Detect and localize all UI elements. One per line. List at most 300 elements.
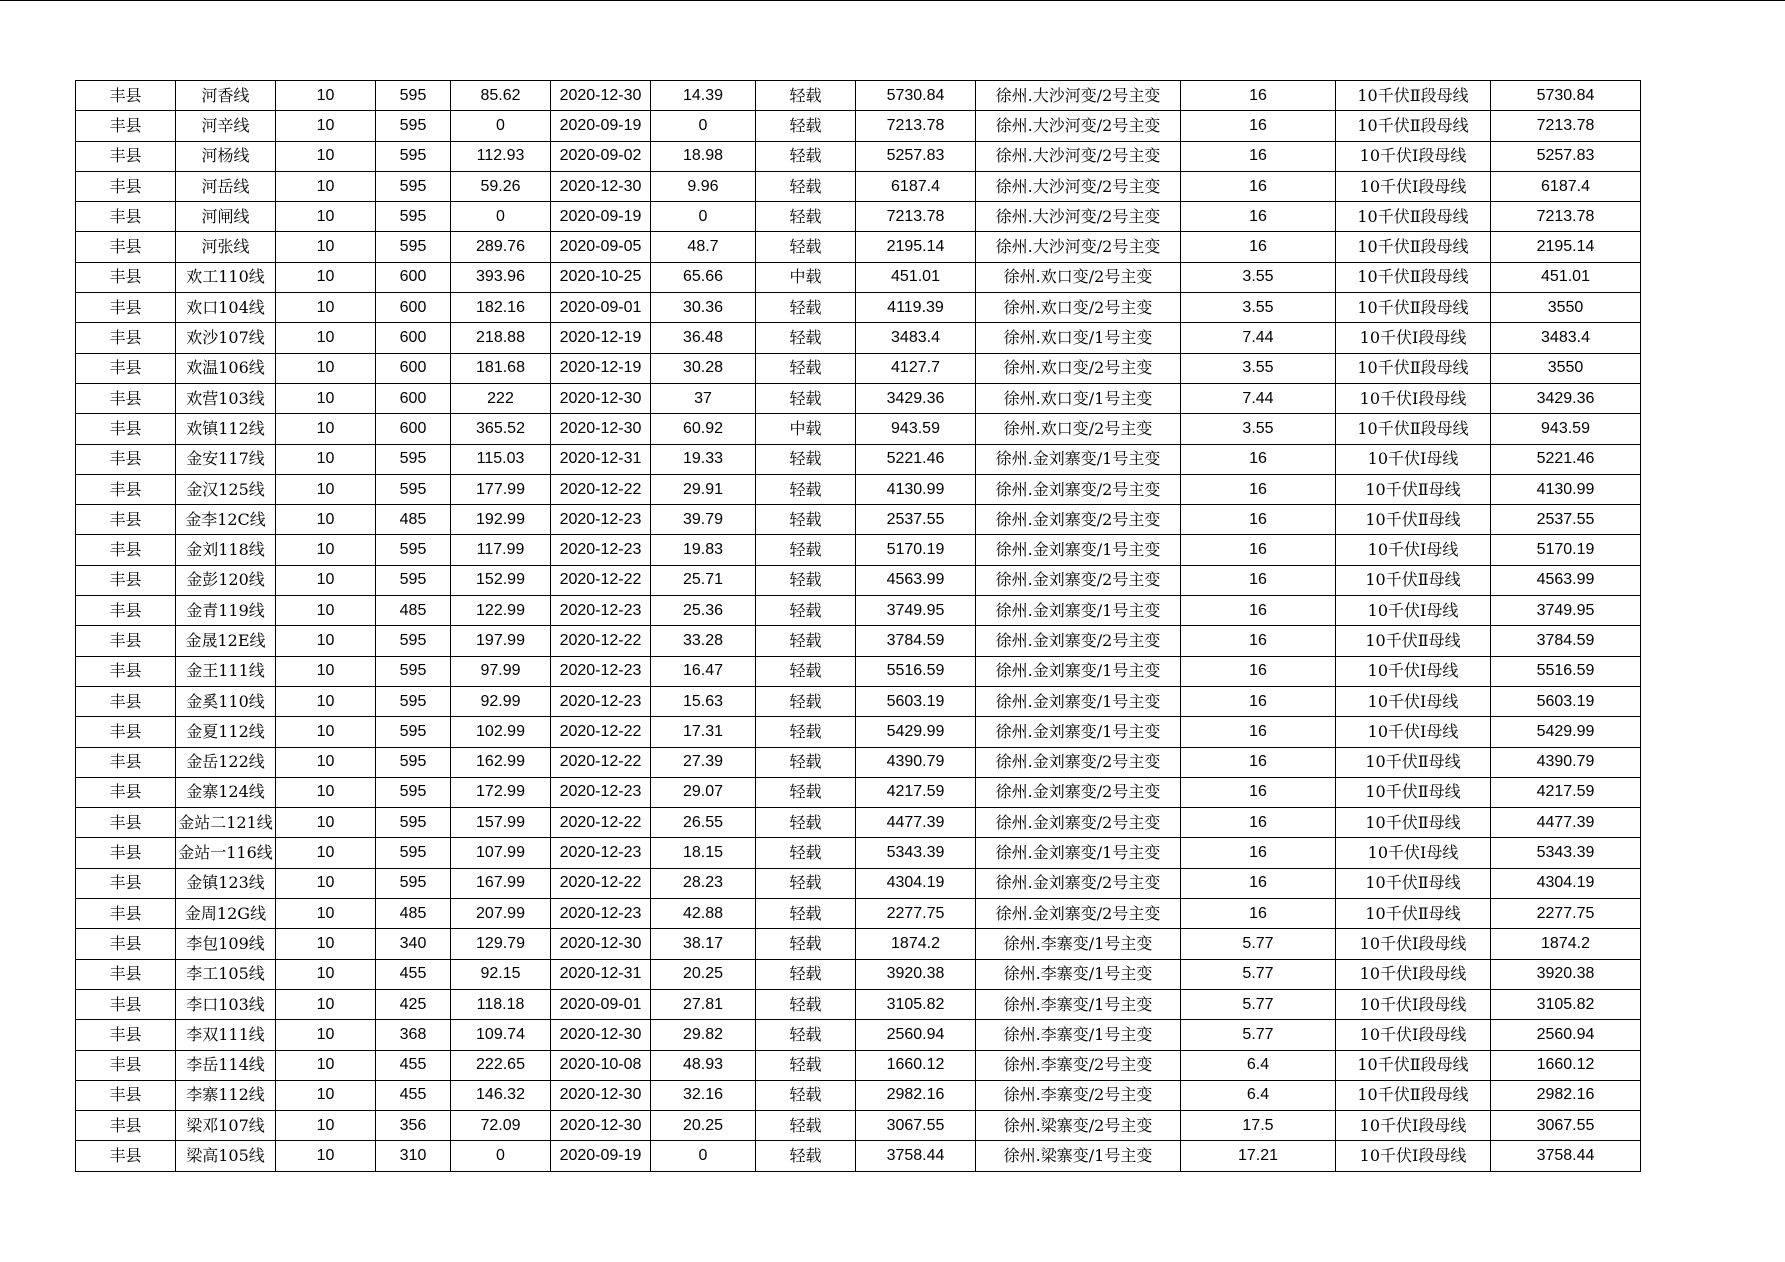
cell-line-name: 梁邓107线: [176, 1111, 276, 1141]
cell-capacity: 595: [376, 777, 451, 807]
cell-transformer: 徐州.大沙河变/2号主变: [976, 81, 1181, 111]
table-row: [76, 535, 1641, 565]
cell-load-status: 轻载: [756, 444, 856, 474]
cell-transformer: 徐州.李寨变/2号主变: [976, 1050, 1181, 1080]
table-row: [76, 717, 1641, 747]
table-row: [76, 202, 1641, 232]
cell-load-status: 轻载: [756, 474, 856, 504]
cell-date: 2020-12-23: [551, 899, 651, 929]
cell-available-value: 2195.14: [1491, 232, 1641, 262]
cell-available-value: 6187.4: [1491, 171, 1641, 201]
cell-county: 丰县: [76, 171, 176, 201]
cell-available-value: 4304.19: [1491, 868, 1641, 898]
cell-load-status: 轻载: [756, 171, 856, 201]
cell-load-status: 轻载: [756, 505, 856, 535]
table-row: [76, 1111, 1641, 1141]
cell-line-name: 河香线: [176, 81, 276, 111]
table-row: [76, 81, 1641, 111]
cell-transformer-capacity: 16: [1181, 626, 1336, 656]
cell-load-status: 轻载: [756, 656, 856, 686]
cell-load-rate: 14.39: [651, 81, 756, 111]
cell-busbar: 10千伏Ⅱ母线: [1336, 505, 1491, 535]
cell-county: 丰县: [76, 989, 176, 1019]
cell-busbar: 10千伏Ⅱ母线: [1336, 626, 1491, 656]
cell-transformer-capacity: 5.77: [1181, 989, 1336, 1019]
cell-date: 2020-12-19: [551, 353, 651, 383]
cell-county: 丰县: [76, 747, 176, 777]
page-top-rule: [0, 0, 1785, 1]
cell-voltage-kv: 10: [276, 868, 376, 898]
cell-transformer: 徐州.李寨变/1号主变: [976, 1020, 1181, 1050]
cell-voltage-kv: 10: [276, 323, 376, 353]
cell-transformer-capacity: 7.44: [1181, 323, 1336, 353]
cell-load-status: 轻载: [756, 959, 856, 989]
cell-transformer: 徐州.金刘寨变/2号主变: [976, 505, 1181, 535]
cell-county: 丰县: [76, 535, 176, 565]
cell-county: 丰县: [76, 1111, 176, 1141]
cell-date: 2020-12-30: [551, 1020, 651, 1050]
cell-load-rate: 38.17: [651, 929, 756, 959]
cell-county: 丰县: [76, 1050, 176, 1080]
cell-transformer: 徐州.金刘寨变/2号主变: [976, 747, 1181, 777]
cell-capacity: 595: [376, 747, 451, 777]
cell-current-load: 85.62: [451, 81, 551, 111]
cell-load-status: 轻载: [756, 1080, 856, 1110]
cell-transformer-capacity: 16: [1181, 777, 1336, 807]
table-row: [76, 656, 1641, 686]
cell-busbar: 10千伏Ⅱ母线: [1336, 777, 1491, 807]
cell-transformer-capacity: 16: [1181, 474, 1336, 504]
cell-transformer-capacity: 16: [1181, 596, 1336, 626]
cell-county: 丰县: [76, 141, 176, 171]
cell-voltage-kv: 10: [276, 596, 376, 626]
table-row: [76, 444, 1641, 474]
cell-current-load: 218.88: [451, 323, 551, 353]
cell-load-rate: 18.15: [651, 838, 756, 868]
cell-load-rate: 29.82: [651, 1020, 756, 1050]
cell-transformer-capacity: 16: [1181, 141, 1336, 171]
cell-current-load: 162.99: [451, 747, 551, 777]
cell-line-name: 欢营103线: [176, 383, 276, 413]
cell-transformer: 徐州.欢口变/2号主变: [976, 414, 1181, 444]
cell-current-load: 118.18: [451, 989, 551, 1019]
cell-county: 丰县: [76, 323, 176, 353]
cell-line-name: 金安117线: [176, 444, 276, 474]
cell-load-rate: 0: [651, 111, 756, 141]
cell-current-load: 107.99: [451, 838, 551, 868]
cell-county: 丰县: [76, 505, 176, 535]
cell-load-status: 轻载: [756, 596, 856, 626]
cell-load-rate: 16.47: [651, 656, 756, 686]
cell-load-rate: 29.91: [651, 474, 756, 504]
cell-transformer: 徐州.金刘寨变/1号主变: [976, 656, 1181, 686]
cell-available-value: 5429.99: [1491, 717, 1641, 747]
cell-transformer-capacity: 3.55: [1181, 353, 1336, 383]
cell-county: 丰县: [76, 686, 176, 716]
cell-current-load: 129.79: [451, 929, 551, 959]
cell-date: 2020-12-22: [551, 474, 651, 504]
cell-capacity: 595: [376, 535, 451, 565]
cell-load-rate: 19.83: [651, 535, 756, 565]
cell-voltage-kv: 10: [276, 1050, 376, 1080]
cell-current-load: 365.52: [451, 414, 551, 444]
cell-busbar: 10千伏Ⅰ段母线: [1336, 383, 1491, 413]
cell-capacity: 595: [376, 838, 451, 868]
feeder-load-table: [75, 80, 1641, 1172]
cell-load-status: 轻载: [756, 81, 856, 111]
cell-load-rate: 32.16: [651, 1080, 756, 1110]
cell-transformer: 徐州.金刘寨变/2号主变: [976, 474, 1181, 504]
cell-load-status: 轻载: [756, 111, 856, 141]
cell-transformer-capacity: 16: [1181, 686, 1336, 716]
cell-date: 2020-12-31: [551, 959, 651, 989]
cell-load-status: 轻载: [756, 202, 856, 232]
cell-voltage-kv: 10: [276, 565, 376, 595]
cell-load-status: 轻载: [756, 383, 856, 413]
cell-line-name: 金王111线: [176, 656, 276, 686]
table-row: [76, 474, 1641, 504]
cell-current-load: 172.99: [451, 777, 551, 807]
cell-current-load: 102.99: [451, 717, 551, 747]
cell-available-value: 3784.59: [1491, 626, 1641, 656]
cell-line-name: 欢镇112线: [176, 414, 276, 444]
cell-available-value: 5343.39: [1491, 838, 1641, 868]
cell-line-name: 河张线: [176, 232, 276, 262]
cell-line-name: 金青119线: [176, 596, 276, 626]
cell-line-name: 金镇123线: [176, 868, 276, 898]
cell-busbar: 10千伏Ⅰ段母线: [1336, 171, 1491, 201]
cell-available-capacity: 3483.4: [856, 323, 976, 353]
cell-transformer-capacity: 5.77: [1181, 959, 1336, 989]
table-row: [76, 808, 1641, 838]
cell-transformer: 徐州.李寨变/1号主变: [976, 989, 1181, 1019]
cell-line-name: 金奚110线: [176, 686, 276, 716]
cell-load-rate: 65.66: [651, 262, 756, 292]
cell-date: 2020-12-23: [551, 686, 651, 716]
cell-transformer: 徐州.欢口变/1号主变: [976, 323, 1181, 353]
cell-county: 丰县: [76, 626, 176, 656]
cell-load-status: 轻载: [756, 747, 856, 777]
cell-busbar: 10千伏Ⅰ母线: [1336, 444, 1491, 474]
cell-available-capacity: 1874.2: [856, 929, 976, 959]
cell-busbar: 10千伏Ⅱ段母线: [1336, 414, 1491, 444]
cell-transformer-capacity: 16: [1181, 838, 1336, 868]
cell-date: 2020-12-30: [551, 383, 651, 413]
cell-line-name: 欢沙107线: [176, 323, 276, 353]
table-row: [76, 899, 1641, 929]
table-row: [76, 1050, 1641, 1080]
cell-load-rate: 27.39: [651, 747, 756, 777]
cell-capacity: 595: [376, 626, 451, 656]
cell-voltage-kv: 10: [276, 141, 376, 171]
cell-transformer: 徐州.金刘寨变/2号主变: [976, 777, 1181, 807]
cell-busbar: 10千伏Ⅰ母线: [1336, 717, 1491, 747]
cell-current-load: 92.99: [451, 686, 551, 716]
cell-current-load: 0: [451, 202, 551, 232]
cell-county: 丰县: [76, 293, 176, 323]
cell-available-capacity: 7213.78: [856, 202, 976, 232]
cell-load-status: 轻载: [756, 232, 856, 262]
cell-transformer-capacity: 3.55: [1181, 293, 1336, 323]
cell-load-status: 轻载: [756, 141, 856, 171]
cell-current-load: 0: [451, 111, 551, 141]
cell-load-status: 中载: [756, 262, 856, 292]
cell-load-status: 中载: [756, 414, 856, 444]
cell-date: 2020-12-19: [551, 323, 651, 353]
cell-date: 2020-12-22: [551, 717, 651, 747]
cell-load-rate: 28.23: [651, 868, 756, 898]
cell-available-capacity: 5257.83: [856, 141, 976, 171]
cell-county: 丰县: [76, 353, 176, 383]
cell-voltage-kv: 10: [276, 959, 376, 989]
table-row: [76, 293, 1641, 323]
cell-load-status: 轻载: [756, 353, 856, 383]
cell-capacity: 600: [376, 414, 451, 444]
cell-date: 2020-12-30: [551, 1080, 651, 1110]
cell-load-rate: 26.55: [651, 808, 756, 838]
cell-line-name: 李岳114线: [176, 1050, 276, 1080]
cell-available-value: 2982.16: [1491, 1080, 1641, 1110]
cell-capacity: 595: [376, 444, 451, 474]
cell-available-capacity: 4130.99: [856, 474, 976, 504]
cell-date: 2020-12-23: [551, 838, 651, 868]
table-row: [76, 596, 1641, 626]
cell-load-status: 轻载: [756, 868, 856, 898]
cell-transformer-capacity: 16: [1181, 505, 1336, 535]
cell-load-rate: 9.96: [651, 171, 756, 201]
cell-busbar: 10千伏Ⅱ母线: [1336, 868, 1491, 898]
table-row: [76, 353, 1641, 383]
table-row: [76, 323, 1641, 353]
cell-current-load: 112.93: [451, 141, 551, 171]
cell-transformer: 徐州.金刘寨变/2号主变: [976, 899, 1181, 929]
cell-current-load: 182.16: [451, 293, 551, 323]
cell-load-status: 轻载: [756, 899, 856, 929]
cell-busbar: 10千伏Ⅰ母线: [1336, 838, 1491, 868]
cell-county: 丰县: [76, 656, 176, 686]
cell-available-capacity: 4477.39: [856, 808, 976, 838]
cell-available-value: 5221.46: [1491, 444, 1641, 474]
cell-transformer-capacity: 5.77: [1181, 1020, 1336, 1050]
cell-county: 丰县: [76, 899, 176, 929]
cell-busbar: 10千伏Ⅰ母线: [1336, 535, 1491, 565]
cell-available-value: 3105.82: [1491, 989, 1641, 1019]
cell-load-status: 轻载: [756, 989, 856, 1019]
cell-capacity: 595: [376, 808, 451, 838]
table-row: [76, 111, 1641, 141]
cell-capacity: 455: [376, 1050, 451, 1080]
cell-busbar: 10千伏Ⅱ母线: [1336, 474, 1491, 504]
cell-line-name: 李口103线: [176, 989, 276, 1019]
cell-voltage-kv: 10: [276, 202, 376, 232]
cell-transformer-capacity: 16: [1181, 656, 1336, 686]
cell-transformer-capacity: 5.77: [1181, 929, 1336, 959]
cell-transformer: 徐州.欢口变/2号主变: [976, 353, 1181, 383]
cell-transformer-capacity: 16: [1181, 111, 1336, 141]
cell-county: 丰县: [76, 929, 176, 959]
cell-voltage-kv: 10: [276, 929, 376, 959]
table-row: [76, 929, 1641, 959]
cell-capacity: 340: [376, 929, 451, 959]
cell-load-rate: 17.31: [651, 717, 756, 747]
cell-county: 丰县: [76, 202, 176, 232]
cell-available-value: 3920.38: [1491, 959, 1641, 989]
cell-capacity: 595: [376, 202, 451, 232]
cell-available-capacity: 5603.19: [856, 686, 976, 716]
cell-busbar: 10千伏Ⅰ段母线: [1336, 989, 1491, 1019]
cell-available-value: 451.01: [1491, 262, 1641, 292]
cell-capacity: 595: [376, 232, 451, 262]
cell-line-name: 金岳122线: [176, 747, 276, 777]
cell-load-status: 轻载: [756, 293, 856, 323]
cell-available-capacity: 3920.38: [856, 959, 976, 989]
cell-date: 2020-12-22: [551, 747, 651, 777]
cell-county: 丰县: [76, 565, 176, 595]
cell-busbar: 10千伏Ⅱ段母线: [1336, 111, 1491, 141]
cell-transformer-capacity: 6.4: [1181, 1080, 1336, 1110]
cell-transformer: 徐州.欢口变/1号主变: [976, 383, 1181, 413]
cell-capacity: 600: [376, 353, 451, 383]
cell-line-name: 李寨112线: [176, 1080, 276, 1110]
cell-available-value: 4477.39: [1491, 808, 1641, 838]
cell-available-value: 3550: [1491, 293, 1641, 323]
cell-load-status: 轻载: [756, 565, 856, 595]
cell-voltage-kv: 10: [276, 474, 376, 504]
cell-available-capacity: 4119.39: [856, 293, 976, 323]
cell-capacity: 600: [376, 262, 451, 292]
cell-transformer: 徐州.金刘寨变/1号主变: [976, 686, 1181, 716]
cell-voltage-kv: 10: [276, 656, 376, 686]
cell-current-load: 197.99: [451, 626, 551, 656]
cell-date: 2020-09-01: [551, 293, 651, 323]
cell-transformer: 徐州.金刘寨变/2号主变: [976, 565, 1181, 595]
cell-busbar: 10千伏Ⅱ段母线: [1336, 262, 1491, 292]
cell-current-load: 72.09: [451, 1111, 551, 1141]
cell-busbar: 10千伏Ⅰ段母线: [1336, 141, 1491, 171]
cell-transformer: 徐州.金刘寨变/2号主变: [976, 868, 1181, 898]
cell-transformer-capacity: 16: [1181, 202, 1336, 232]
cell-current-load: 393.96: [451, 262, 551, 292]
cell-current-load: 181.68: [451, 353, 551, 383]
cell-busbar: 10千伏Ⅱ母线: [1336, 899, 1491, 929]
cell-date: 2020-10-08: [551, 1050, 651, 1080]
cell-load-status: 轻载: [756, 929, 856, 959]
cell-county: 丰县: [76, 383, 176, 413]
cell-date: 2020-09-19: [551, 111, 651, 141]
cell-current-load: 97.99: [451, 656, 551, 686]
cell-load-status: 轻载: [756, 1020, 856, 1050]
cell-line-name: 金夏112线: [176, 717, 276, 747]
cell-county: 丰县: [76, 262, 176, 292]
cell-date: 2020-12-30: [551, 1111, 651, 1141]
cell-available-capacity: 3429.36: [856, 383, 976, 413]
cell-load-status: 轻载: [756, 838, 856, 868]
cell-voltage-kv: 10: [276, 747, 376, 777]
cell-busbar: 10千伏Ⅰ母线: [1336, 656, 1491, 686]
cell-line-name: 河闸线: [176, 202, 276, 232]
cell-transformer-capacity: 7.44: [1181, 383, 1336, 413]
cell-line-name: 欢口104线: [176, 293, 276, 323]
cell-current-load: 0: [451, 1141, 551, 1171]
table-row: [76, 171, 1641, 201]
cell-county: 丰县: [76, 1141, 176, 1171]
table-row: [76, 777, 1641, 807]
cell-line-name: 欢工110线: [176, 262, 276, 292]
cell-date: 2020-12-22: [551, 565, 651, 595]
cell-available-capacity: 4127.7: [856, 353, 976, 383]
cell-voltage-kv: 10: [276, 1080, 376, 1110]
cell-capacity: 600: [376, 323, 451, 353]
cell-date: 2020-09-19: [551, 202, 651, 232]
cell-transformer-capacity: 16: [1181, 535, 1336, 565]
cell-date: 2020-12-23: [551, 596, 651, 626]
cell-county: 丰县: [76, 838, 176, 868]
cell-available-capacity: 4304.19: [856, 868, 976, 898]
cell-load-rate: 48.7: [651, 232, 756, 262]
cell-available-capacity: 451.01: [856, 262, 976, 292]
cell-available-capacity: 4390.79: [856, 747, 976, 777]
cell-transformer-capacity: 6.4: [1181, 1050, 1336, 1080]
cell-voltage-kv: 10: [276, 353, 376, 383]
cell-current-load: 122.99: [451, 596, 551, 626]
cell-transformer-capacity: 3.55: [1181, 262, 1336, 292]
cell-available-value: 7213.78: [1491, 202, 1641, 232]
cell-available-value: 5603.19: [1491, 686, 1641, 716]
cell-capacity: 425: [376, 989, 451, 1019]
cell-load-status: 轻载: [756, 1050, 856, 1080]
table-row: [76, 1141, 1641, 1171]
cell-current-load: 115.03: [451, 444, 551, 474]
cell-available-capacity: 5429.99: [856, 717, 976, 747]
cell-voltage-kv: 10: [276, 535, 376, 565]
cell-capacity: 600: [376, 293, 451, 323]
cell-current-load: 152.99: [451, 565, 551, 595]
cell-available-value: 5170.19: [1491, 535, 1641, 565]
cell-available-value: 4390.79: [1491, 747, 1641, 777]
cell-capacity: 595: [376, 686, 451, 716]
cell-date: 2020-10-25: [551, 262, 651, 292]
cell-county: 丰县: [76, 474, 176, 504]
cell-load-status: 轻载: [756, 1141, 856, 1171]
cell-line-name: 梁高105线: [176, 1141, 276, 1171]
cell-line-name: 金汉125线: [176, 474, 276, 504]
cell-county: 丰县: [76, 1020, 176, 1050]
cell-current-load: 207.99: [451, 899, 551, 929]
cell-transformer: 徐州.大沙河变/2号主变: [976, 141, 1181, 171]
cell-busbar: 10千伏Ⅱ段母线: [1336, 1080, 1491, 1110]
cell-load-status: 轻载: [756, 323, 856, 353]
cell-line-name: 河杨线: [176, 141, 276, 171]
cell-load-status: 轻载: [756, 808, 856, 838]
cell-load-rate: 20.25: [651, 1111, 756, 1141]
cell-date: 2020-09-01: [551, 989, 651, 1019]
cell-voltage-kv: 10: [276, 1111, 376, 1141]
cell-available-capacity: 3749.95: [856, 596, 976, 626]
cell-busbar: 10千伏Ⅱ段母线: [1336, 202, 1491, 232]
cell-transformer: 徐州.金刘寨变/2号主变: [976, 626, 1181, 656]
cell-load-rate: 29.07: [651, 777, 756, 807]
cell-line-name: 金周12G线: [176, 899, 276, 929]
cell-load-rate: 0: [651, 1141, 756, 1171]
cell-available-value: 3067.55: [1491, 1111, 1641, 1141]
cell-current-load: 289.76: [451, 232, 551, 262]
cell-capacity: 310: [376, 1141, 451, 1171]
cell-available-value: 4217.59: [1491, 777, 1641, 807]
table-row: [76, 686, 1641, 716]
cell-available-value: 5257.83: [1491, 141, 1641, 171]
cell-available-capacity: 2277.75: [856, 899, 976, 929]
cell-available-value: 4563.99: [1491, 565, 1641, 595]
